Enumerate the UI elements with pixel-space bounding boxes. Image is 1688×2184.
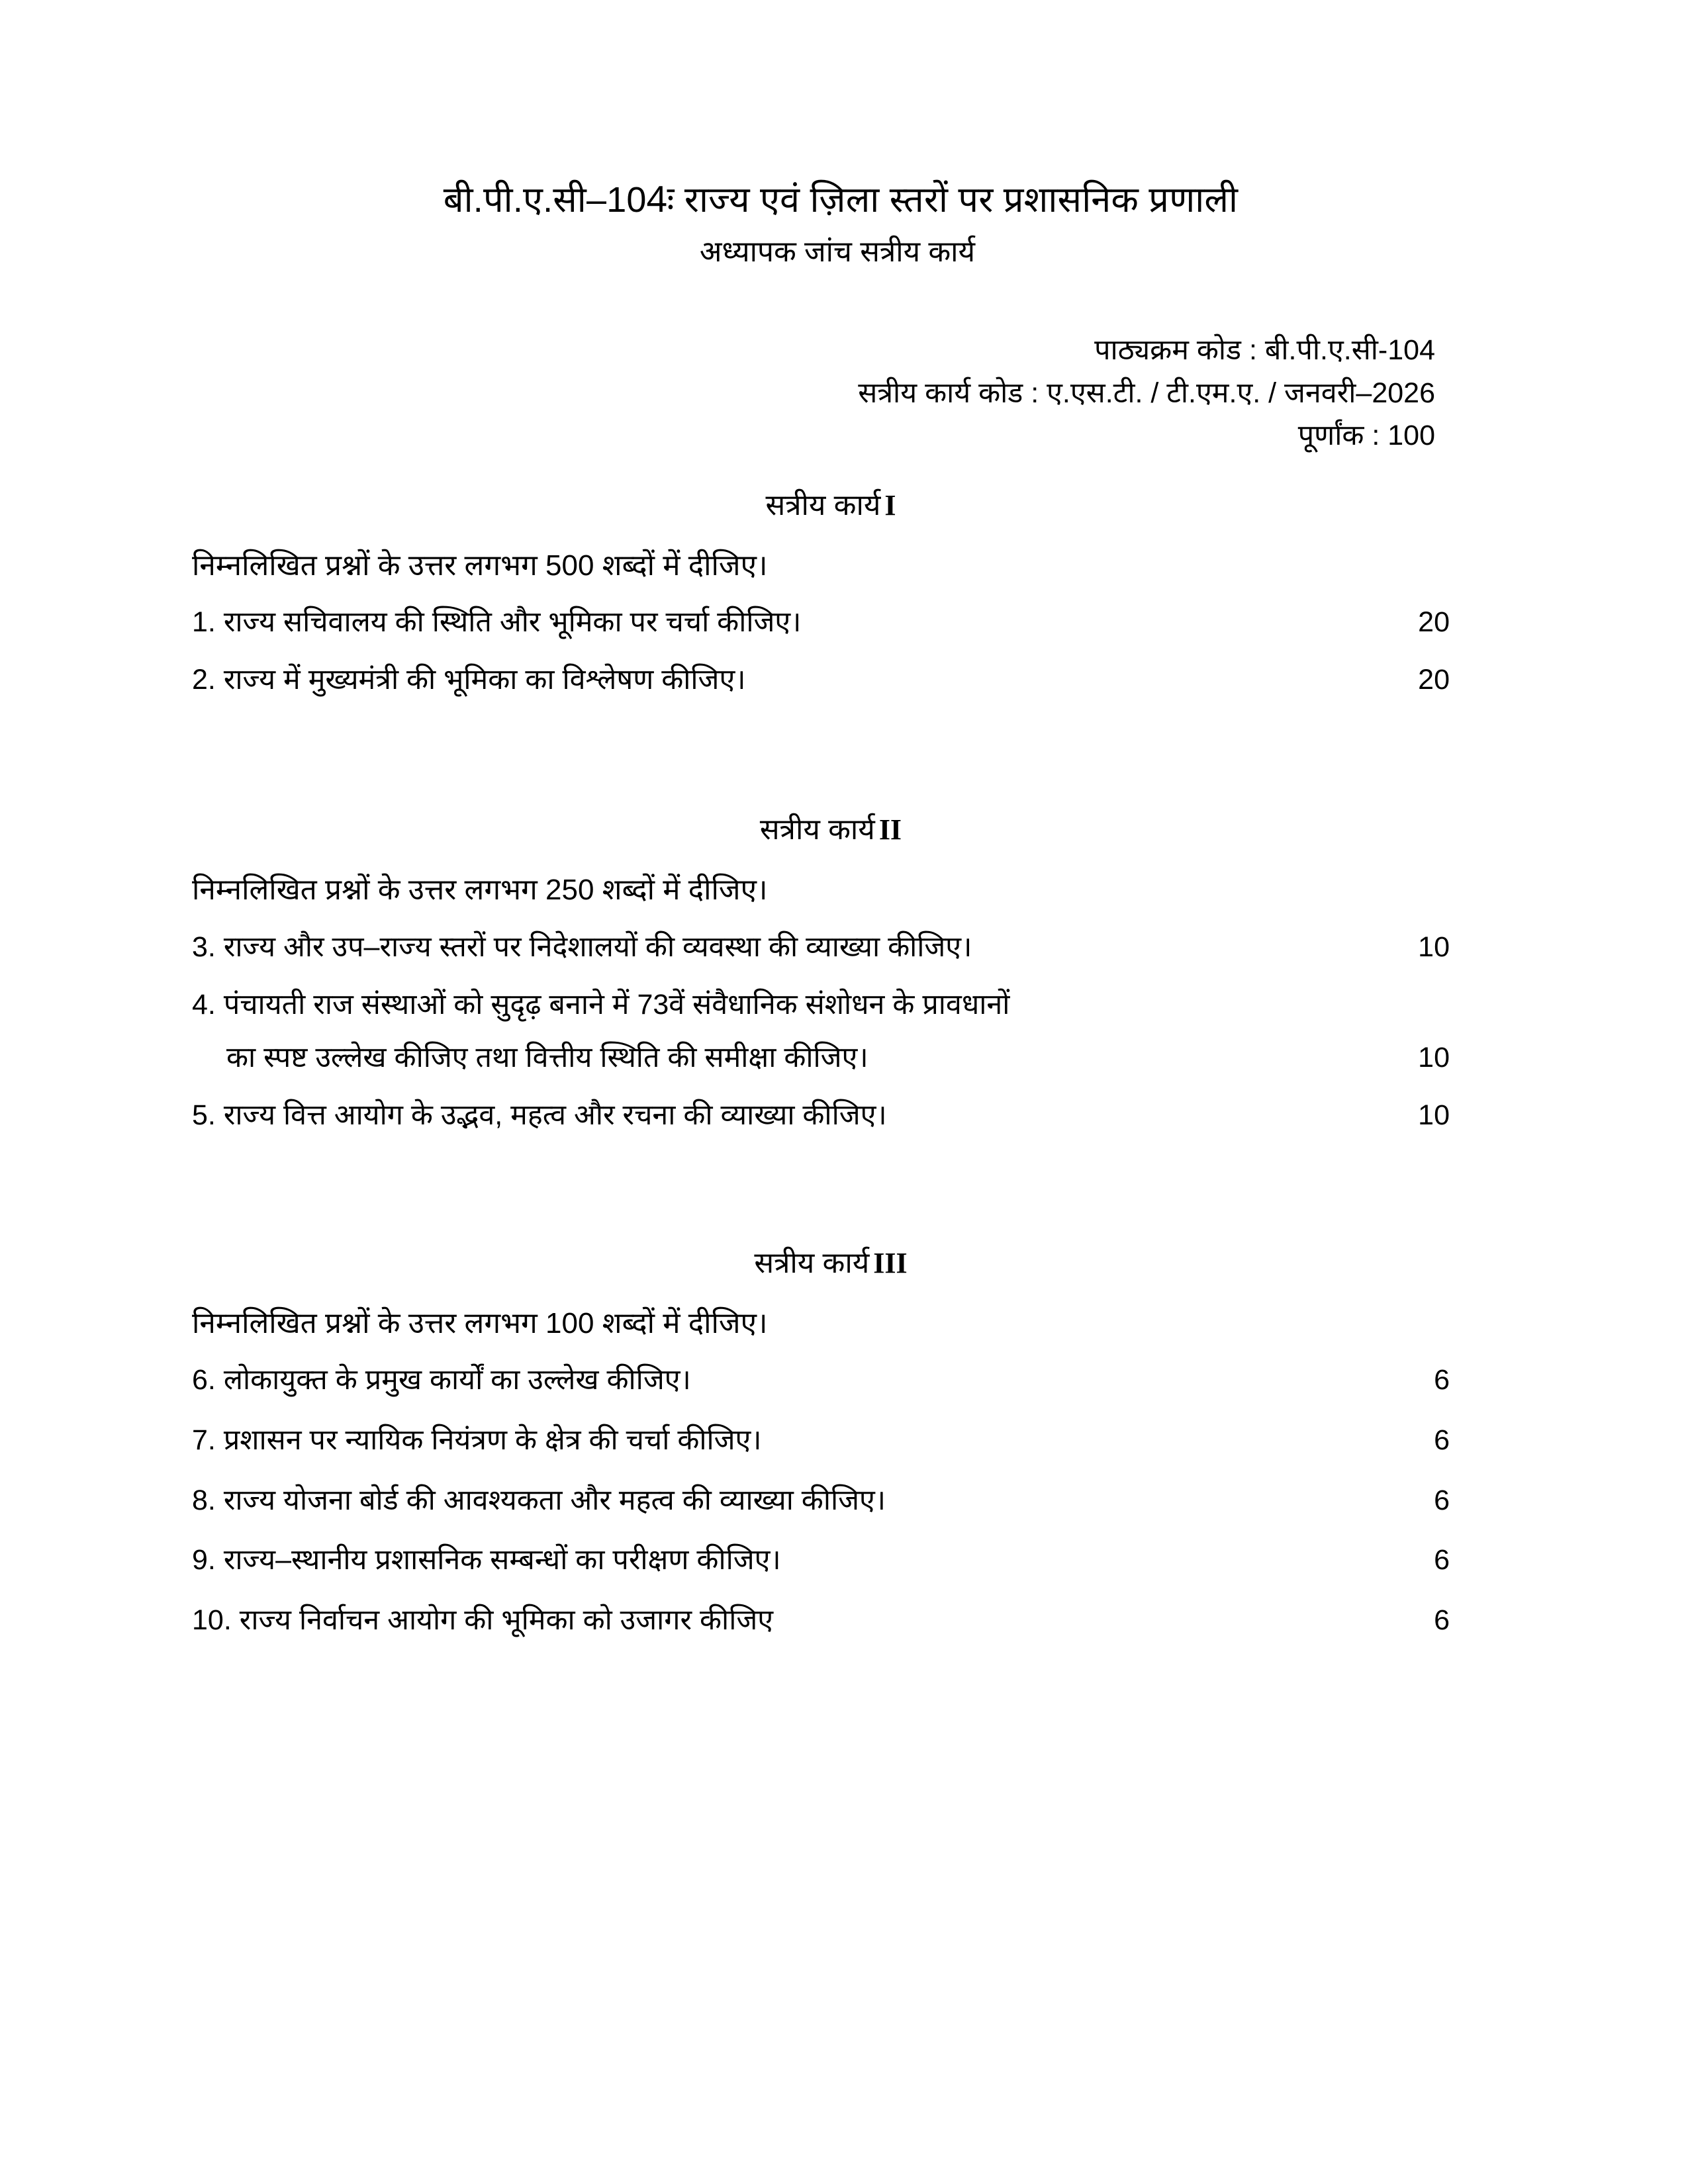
question-body: राज्य में मुख्यमंत्री की भूमिका का विश्लेषण कीजिए। — [223, 663, 746, 696]
question-body: राज्य और उप–राज्य स्तरों पर निदेशालयों की व्यवस्था की व्याख्या कीजिए। — [223, 931, 972, 963]
question-row — [192, 1361, 1450, 1399]
section-3-heading — [192, 1242, 1450, 1281]
question-text — [192, 661, 746, 699]
question-marks: 6 — [1434, 1604, 1450, 1637]
section-1-instruction: निम्नलिखित प्रश्नों के उत्तर लगभग 500 शब्दों में दीजिए। — [192, 549, 768, 582]
question-row — [192, 1097, 1450, 1134]
question-text — [192, 1602, 773, 1639]
section-spacer — [192, 1154, 1450, 1189]
page-subtitle: अध्यापक जांच सत्रीय कार्य — [699, 235, 976, 268]
course-code-line: पाठ्यक्रम कोड : बी.पी.ए.सी-104 — [1094, 334, 1435, 367]
question-number: 7. — [192, 1424, 216, 1456]
question-body: प्रशासन पर न्यायिक नियंत्रण के क्षेत्र की चर्चा कीजिए। — [223, 1424, 762, 1456]
question-number: 6. — [192, 1364, 216, 1396]
question-text — [192, 1482, 886, 1520]
question-row — [192, 604, 1450, 641]
assignment-section-1 — [192, 484, 1450, 699]
question-body: राज्य योजना बोर्ड की आवश्यकता और महत्व की व्याख्या कीजिए। — [223, 1484, 886, 1516]
question-row — [192, 986, 1450, 1077]
section-2-instruction: निम्नलिखित प्रश्नों के उत्तर लगभग 250 शब्दों में दीजिए। — [192, 874, 768, 907]
question-number: 8. — [192, 1484, 216, 1516]
question-marks: 6 — [1434, 1364, 1450, 1396]
assignment-section-3 — [192, 1242, 1450, 1639]
question-row — [192, 1422, 1450, 1459]
question-body: राज्य सचिवालय की स्थिति और भूमिका पर चर्चा कीजिए। — [223, 606, 802, 638]
question-body: राज्य वित्त आयोग के उद्भव, महत्व और रचना की व्याख्या कीजिए। — [223, 1099, 887, 1132]
question-row — [192, 929, 1450, 966]
question-marks: 20 — [1418, 606, 1450, 638]
question-body: पंचायती राज संस्थाओं को सुदृढ़ बनाने में 73वें संवैधानिक संशोधन के प्रावधानों — [223, 988, 1010, 1021]
question-body: राज्य–स्थानीय प्रशासनिक सम्बन्धों का परीक्षण कीजिए। — [223, 1544, 781, 1576]
page-title: बी.पी.ए.सी–104ः राज्य एवं ज़िला स्तरों पर प्रशासनिक प्रणाली — [443, 180, 1239, 220]
question-marks: 6 — [1434, 1484, 1450, 1516]
assignment-meta-block — [192, 329, 1450, 457]
question-number: 3. — [192, 931, 216, 963]
section-2-heading — [192, 808, 1450, 848]
question-marks: 6 — [1434, 1424, 1450, 1456]
question-number: 10. — [192, 1604, 232, 1637]
max-marks-line: पूर्णांक : 100 — [1297, 420, 1435, 452]
question-text — [192, 604, 801, 641]
question-marks: 20 — [1418, 663, 1450, 696]
section-2-numeral: II — [878, 813, 902, 846]
question-body: राज्य निर्वाचन आयोग की भूमिका को उजागर कीजिए — [239, 1604, 774, 1637]
question-marks: 10 — [1418, 1042, 1450, 1074]
question-number: 2. — [192, 663, 216, 696]
section-1-heading-text: सत्रीय कार्य — [765, 488, 881, 522]
section-spacer — [192, 718, 1450, 759]
assignment-section-2 — [192, 808, 1450, 1134]
question-row — [192, 661, 1450, 699]
question-number: 1. — [192, 606, 216, 638]
section-1-heading — [192, 484, 1450, 523]
question-row — [192, 1541, 1450, 1579]
section-2-heading-text: सत्रीय कार्य — [759, 813, 875, 846]
section-3-instruction: निम्नलिखित प्रश्नों के उत्तर लगभग 100 शब्दों में दीजिए। — [192, 1306, 768, 1340]
section-1-numeral: I — [884, 488, 896, 522]
question-text — [192, 1097, 887, 1134]
assignment-code-line: सत्रीय कार्य कोड : ए.एस.टी. / टी.एम.ए. / जनवरी–2026 — [858, 377, 1435, 409]
question-body: लोकायुक्त के प्रमुख कार्यों का उल्लेख कीजिए। — [223, 1364, 691, 1396]
question-body-continued: का स्पष्ट उल्लेख कीजिए तथा वित्तीय स्थिति की समीक्षा कीजिए। — [226, 1042, 868, 1074]
question-marks: 6 — [1434, 1544, 1450, 1576]
question-number: 5. — [192, 1099, 216, 1132]
question-text — [192, 929, 972, 966]
question-number: 4. — [192, 988, 216, 1021]
question-number: 9. — [192, 1544, 216, 1576]
question-text — [192, 1541, 781, 1579]
question-text — [192, 1422, 762, 1459]
question-marks: 10 — [1418, 1099, 1450, 1132]
section-3-numeral: III — [873, 1246, 908, 1279]
question-marks: 10 — [1418, 931, 1450, 963]
section-3-heading-text: सत्रीय कार्य — [754, 1246, 870, 1279]
question-text — [192, 986, 1009, 1077]
question-text — [192, 1361, 691, 1399]
question-row — [192, 1482, 1450, 1520]
question-row — [192, 1602, 1450, 1639]
